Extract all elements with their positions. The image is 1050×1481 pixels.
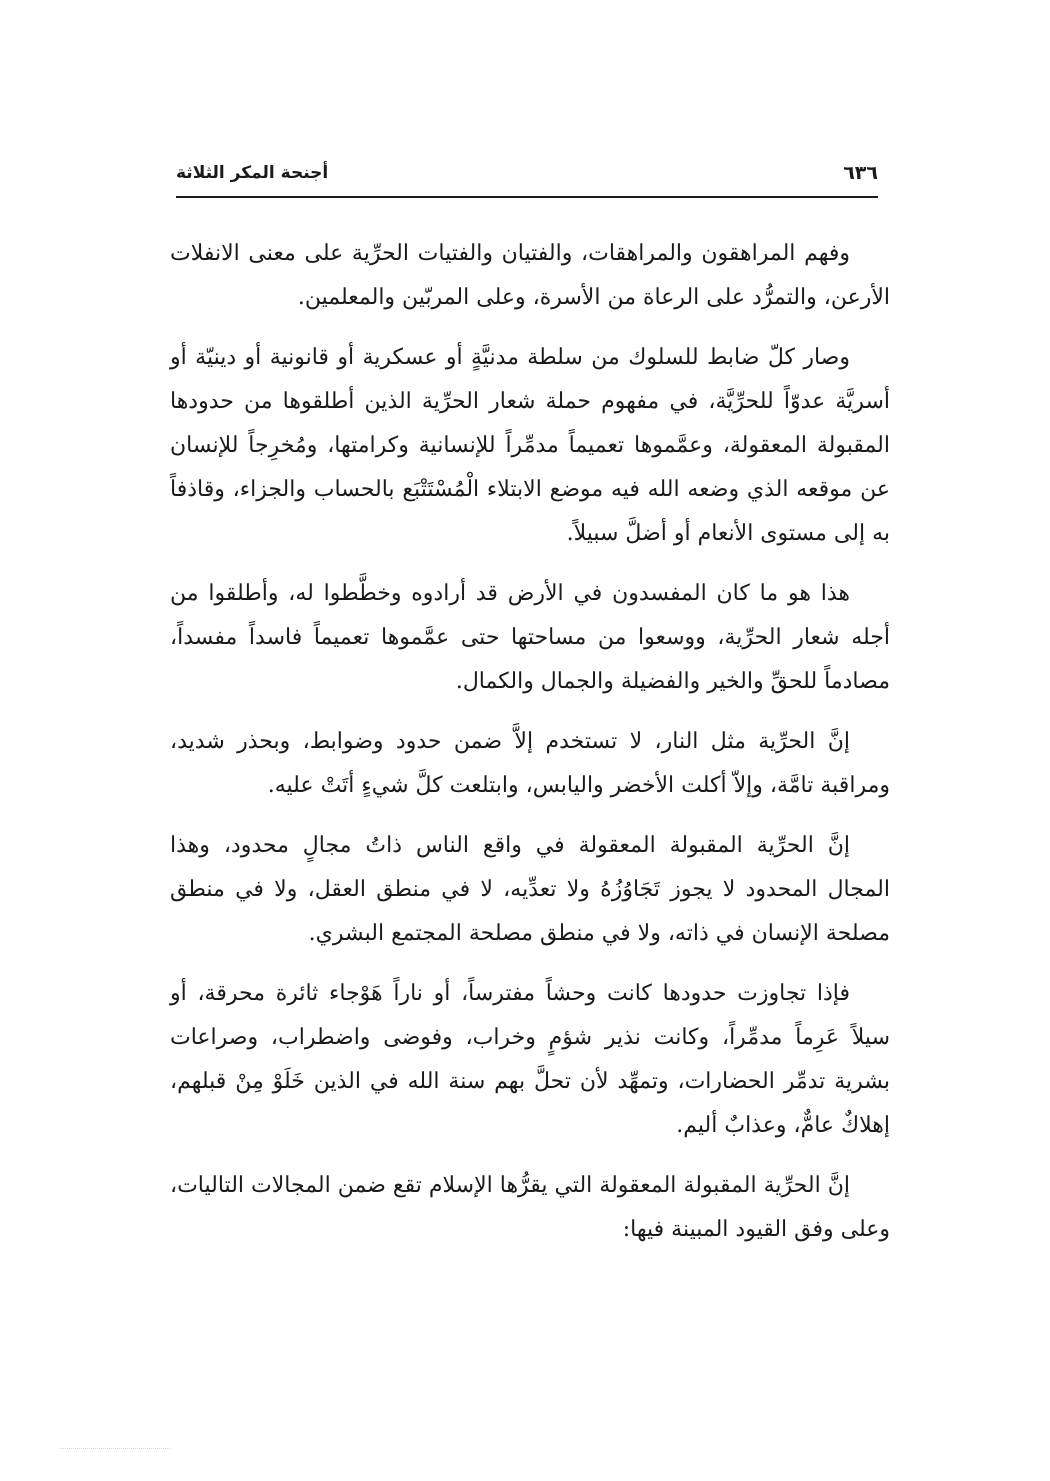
paragraph: إنَّ الحرِّية مثل النار، لا تستخدم إلاَّ ضمن حدود وضوابط، وبحذر شديد، ومراقبة تامَّة، وإلاّ أكلت الأخضر واليابس، وابتلعت كلَّ شيءٍ أتَتْ عليه. — [170, 729, 890, 798]
running-header — [176, 150, 878, 198]
paragraph: وصار كلّ ضابط للسلوك من سلطة مدنيَّةٍ أو عسكرية أو قانونية أو دينيّة أو أسريَّة عدوّاً للحرِّيَّة، في مفهوم حملة شعار الحرِّية الذين أطلقوها من حدودها المقبولة المعقولة، وعمَّموها تعميماً مدمِّراً للإنسانية وكرامتها، ومُخرِجاً للإنسان عن موقعه الذي وضعه الله فيه موضع الابتلاء الْمُسْتَتْبَع بالحساب والجزاء، وقاذفاً به إلى مستوى الأنعام أو أضلَّ سبيلاً. — [170, 345, 890, 546]
body-text — [170, 232, 890, 1268]
paragraph: وفهم المراهقون والمراهقات، والفتيان والفتيات الحرِّية على معنى الانفلات الأرعن، والتمرُّد على الرعاة من الأسرة، وعلى المربّين والمعلمين. — [170, 241, 890, 310]
paragraph: هذا هو ما كان المفسدون في الأرض قد أرادوه وخطَّطوا له، وأطلقوا من أجله شعار الحرِّية، ووسعوا من مساحتها حتى عمَّموها تعميماً فاسداً مفسداً، مصادماً للحقِّ والخير والفضيلة والجمال والكمال. — [170, 581, 890, 694]
page-number: ٦٣٦ — [843, 162, 878, 184]
paragraph: إنَّ الحرِّية المقبولة المعقولة في واقع الناس ذاتُ مجالٍ محدود، وهذا المجال المحدود لا يجوز تَجَاوُزُهُ ولا تعدِّيه، لا في منطق العقل، ولا في منطق مصلحة الإنسان في ذاته، ولا في منطق مصلحة المجتمع البشري. — [170, 833, 890, 946]
paragraph: فإذا تجاوزت حدودها كانت وحشاً مفترساً، أو ناراً هَوْجاء ثائرة محرقة، أو سيلاً عَرِماً مدمِّراً، وكانت نذير شؤمٍ وخراب، وفوضى واضطراب، وصراعات بشرية تدمِّر الحضارات، وتمهِّد لأن تحلَّ بهم سنة الله في الذين خَلَوْ مِنْ قبلهم، إهلاكٌ عامٌّ، وعذابٌ أليم. — [170, 981, 890, 1138]
header-title: أجنحة المكر الثلاثة — [176, 163, 329, 183]
scan-artifact — [60, 1448, 170, 1451]
paragraph: إنَّ الحرِّية المقبولة المعقولة التي يقرُّها الإسلام تقع ضمن المجالات التاليات، وعلى وفق القيود المبينة فيها: — [170, 1173, 890, 1242]
